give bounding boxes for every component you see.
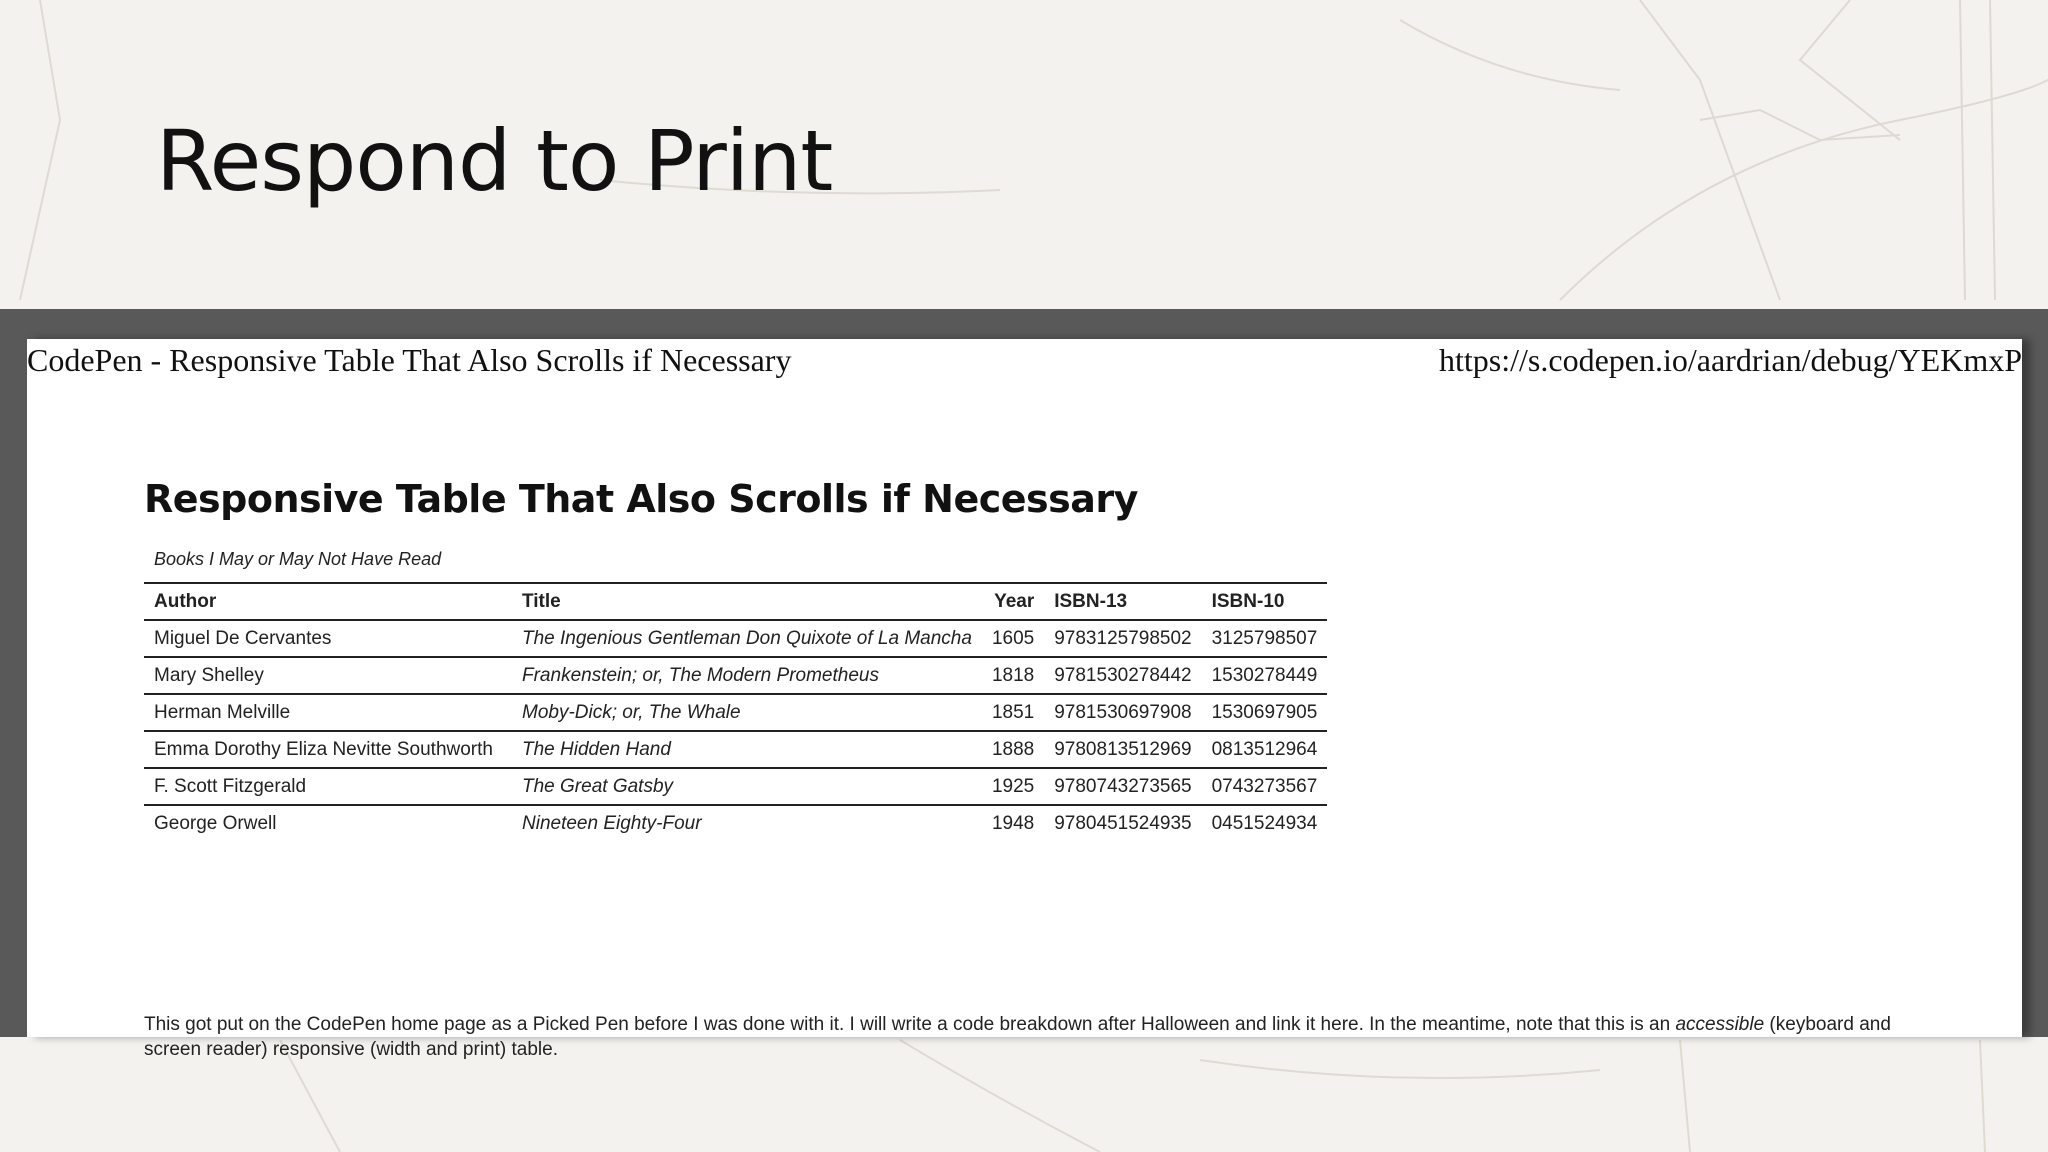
cell-isbn13: 9780451524935 bbox=[1054, 812, 1192, 834]
page-heading: Responsive Table That Also Scrolls if Necessary bbox=[144, 477, 1138, 521]
table-row bbox=[144, 620, 1327, 657]
cell-author: Miguel De Cervantes bbox=[144, 620, 512, 657]
cell-isbn13: 9781530697908 bbox=[1044, 694, 1201, 731]
table-row bbox=[144, 694, 1327, 731]
column-header-author: Author bbox=[144, 583, 512, 620]
cell-title: The Great Gatsby bbox=[512, 768, 982, 805]
cell-title: Frankenstein; or, The Modern Prometheus bbox=[512, 657, 982, 694]
cell-author: Emma Dorothy Eliza Nevitte Southworth bbox=[144, 731, 512, 768]
cell-isbn10: 3125798507 bbox=[1202, 620, 1328, 657]
table-row bbox=[144, 731, 1327, 768]
table-row bbox=[144, 657, 1327, 694]
print-header bbox=[27, 339, 2022, 383]
cell-isbn13: 9780813512969 bbox=[1044, 731, 1201, 768]
print-preview-page bbox=[27, 339, 2022, 1060]
cell-title: Moby-Dick; or, The Whale bbox=[512, 694, 982, 731]
cell-year: 1818 bbox=[982, 657, 1044, 694]
cell-year: 1605 bbox=[982, 620, 1044, 657]
note-text-start: This got put on the CodePen home page as a Picked Pen before I was done with it. I will write a code breakdown after Halloween and link it here. In the meantime, note that this is an bbox=[144, 1014, 1676, 1035]
column-header-isbn13: ISBN-13 bbox=[1044, 583, 1201, 620]
column-header-isbn10: ISBN-10 bbox=[1202, 583, 1328, 620]
note-emphasis: accessible bbox=[1675, 1014, 1765, 1035]
cell-year: 1851 bbox=[982, 694, 1044, 731]
cell-isbn10: 1530278449 bbox=[1202, 657, 1328, 694]
cell-title: The Hidden Hand bbox=[512, 731, 982, 768]
article-note bbox=[144, 1012, 1924, 1062]
cell-author: George Orwell bbox=[154, 812, 277, 834]
cell-isbn10: 0743273567 bbox=[1202, 768, 1328, 805]
print-header-title: CodePen - Responsive Table That Also Scrolls if Necessary bbox=[27, 342, 792, 378]
cell-isbn13: 9781530278442 bbox=[1044, 657, 1201, 694]
cell-year: 1925 bbox=[982, 768, 1044, 805]
note-text-end: (keyboard and screen reader) responsive (width and print) table. bbox=[144, 1014, 1891, 1060]
cell-title: Nineteen Eighty-Four bbox=[522, 812, 702, 834]
column-header-year: Year bbox=[982, 583, 1044, 620]
article bbox=[144, 477, 1924, 1060]
table-header-row bbox=[144, 583, 1327, 620]
column-header-title: Title bbox=[512, 583, 982, 620]
print-header-url[interactable]: https://s.codepen.io/aardrian/debug/YEKmxP bbox=[1439, 342, 2022, 378]
table-row bbox=[144, 805, 1327, 841]
cell-isbn13: 9780743273565 bbox=[1044, 768, 1201, 805]
cell-author: F. Scott Fitzgerald bbox=[144, 768, 512, 805]
table-row bbox=[144, 768, 1327, 805]
books-table bbox=[144, 549, 1327, 841]
cell-year: 1888 bbox=[982, 731, 1044, 768]
cell-isbn10: 0813512964 bbox=[1202, 731, 1328, 768]
cell-title: The Ingenious Gentleman Don Quixote of La Mancha bbox=[512, 620, 982, 657]
cell-year: 1948 bbox=[991, 812, 1035, 834]
cell-author: Herman Melville bbox=[144, 694, 512, 731]
slide-title: Respond to Print bbox=[156, 112, 833, 210]
cell-author: Mary Shelley bbox=[144, 657, 512, 694]
cell-isbn10: 1530697905 bbox=[1202, 694, 1328, 731]
cell-isbn13: 9783125798502 bbox=[1044, 620, 1201, 657]
table-caption: Books I May or May Not Have Read bbox=[154, 549, 442, 569]
cell-isbn10: 0451524934 bbox=[1211, 812, 1318, 834]
